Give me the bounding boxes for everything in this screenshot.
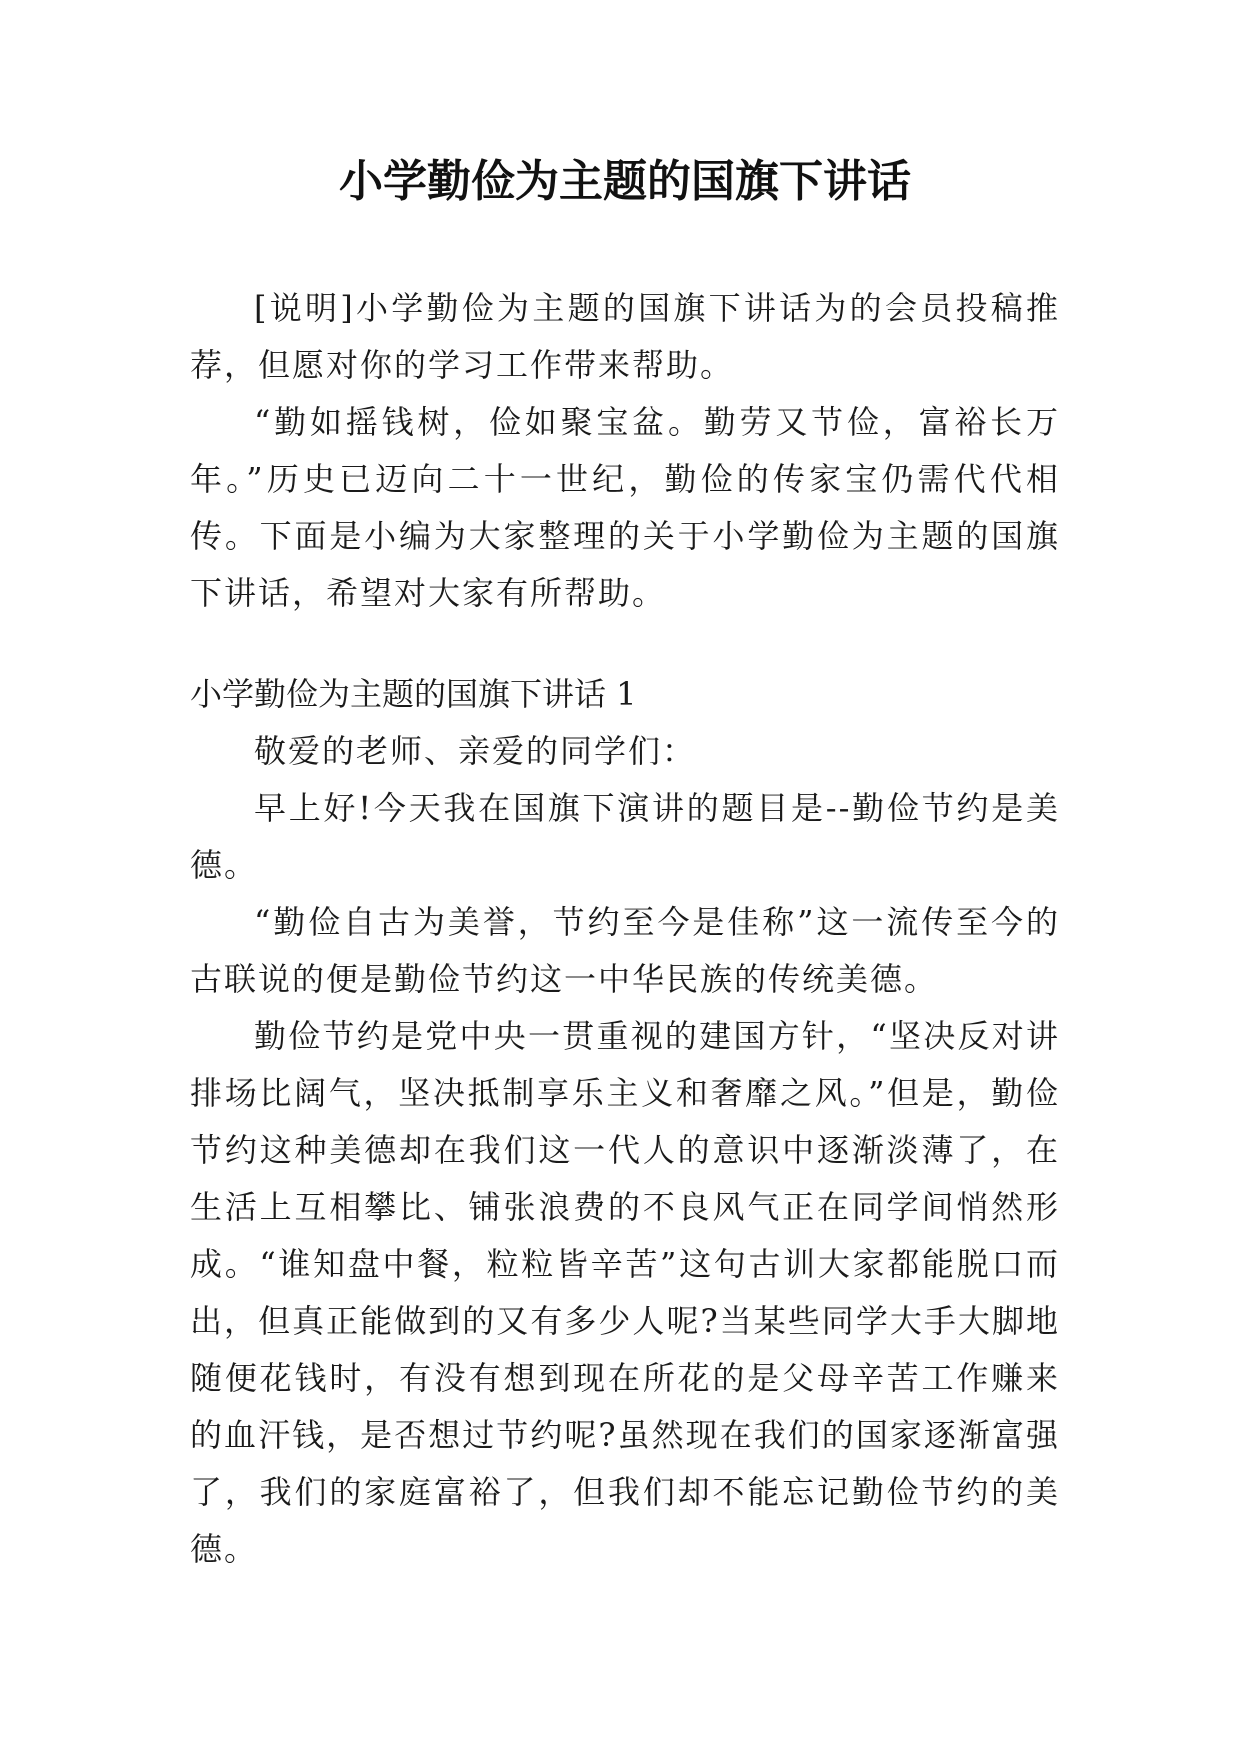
document-title: 小学勤俭为主题的国旗下讲话 — [339, 156, 911, 207]
greeting-paragraph: 早上好!今天我在国旗下演讲的题目是--勤俭节约是美德。 — [190, 789, 1060, 884]
couplet-paragraph: “勤俭自古为美誉，节约至今是佳称”这一流传至今的古联说的便是勤俭节约这一中华民族的传统美德。 — [190, 903, 1060, 998]
intro-quote-paragraph: “勤如摇钱树，俭如聚宝盆。勤劳又节俭，富裕长万年。”历史已迈向二十一世纪，勤俭的传家宝仍需代代相传。下面是小编为大家整理的关于小学勤俭为主题的国旗下讲话，希望对大家有所帮助。 — [190, 403, 1060, 612]
salutation-paragraph: 敬爱的老师、亲爱的同学们： — [254, 732, 697, 770]
intro-note-paragraph: [说明]小学勤俭为主题的国旗下讲话为的会员投稿推荐，但愿对你的学习工作带来帮助。 — [190, 289, 1060, 384]
main-body-paragraph: 勤俭节约是党中央一贯重视的建国方针，“坚决反对讲排场比阔气，坚决抵制享乐主义和奢靡之风。”但是，勤俭节约这种美德却在我们这一代人的意识中逐渐淡薄了，在生活上互相攀比、铺张浪费的不良风气正在同学间悄然形成。“谁知盘中餐，粒粒皆辛苦”这句古训大家都能脱口而出，但真正能做到的又有多少人呢?当某些同学大手大脚地随便花钱时，有没有想到现在所花的是父母辛苦工作赚来的血汗钱，是否想过节约呢?虽然现在我们的国家逐渐富强了，我们的家庭富裕了，但我们却不能忘记勤俭节约的美德。 — [190, 1017, 1060, 1568]
section-heading: 小学勤俭为主题的国旗下讲话 1 — [190, 675, 637, 713]
document-page — [190, 150, 1060, 1578]
section-spacer — [190, 622, 1060, 666]
